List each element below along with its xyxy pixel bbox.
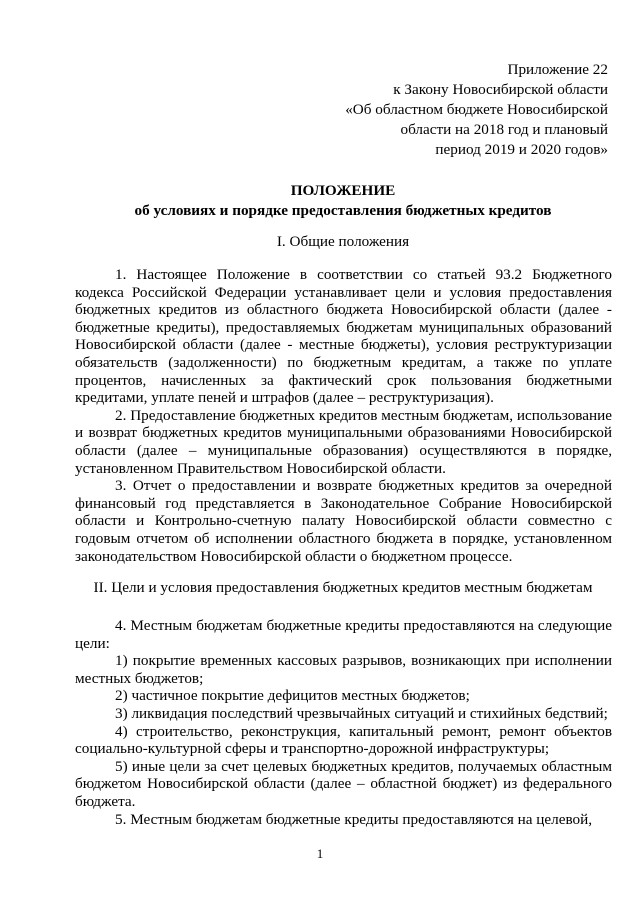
appendix-note xyxy=(345,60,608,160)
appendix-line: к Закону Новосибирской области xyxy=(393,81,608,98)
appendix-line: области на 2018 год и плановый xyxy=(400,121,608,138)
section-1-body xyxy=(75,266,612,565)
list-item: 1) покрытие временных кассовых разрывов, возникающих при исполнении местных бюджетов; xyxy=(75,652,612,687)
section-1-heading: I. Общие положения xyxy=(276,233,410,250)
list-item: 2) частичное покрытие дефицитов местных бюджетов; xyxy=(115,687,470,705)
appendix-line: период 2019 и 2020 годов» xyxy=(435,141,608,158)
paragraph: 5. Местным бюджетам бюджетные кредиты предоставляются на целевой, xyxy=(115,810,593,828)
appendix-line: Приложение 22 xyxy=(507,61,608,78)
paragraph: 4. Местным бюджетам бюджетные кредиты предоставляются на следующие цели: xyxy=(75,617,612,652)
list-item: 4) строительство, реконструкция, капитальный ремонт, ремонт объектов социально-культурной сферы и транспортно-дорожной инфраструктуры; xyxy=(75,722,612,758)
paragraph: 3. Отчет о предоставлении и возврате бюджетных кредитов за очередной финансовый год представляется в Законодательное Собрание Новосибирской области и Контрольно-счетную палату Новосибирской области совместно с годовым отчетом об исполнении областного бюджета в порядке, установленном законодательством Новосибирской области о бюджетном процессе. xyxy=(75,477,612,565)
document-title xyxy=(60,181,626,221)
list-item: 3) ликвидация последствий чрезвычайных ситуаций и стихийных бедствий; xyxy=(115,704,608,722)
page-number: 1 xyxy=(316,846,324,861)
title-subheading: об условиях и порядке предоставления бюджетных кредитов xyxy=(134,202,552,219)
list-item: 5) иные цели за счет целевых бюджетных кредитов, получаемых областным бюджетом Новосибирской области (далее – областной бюджет) из федерального бюджета. xyxy=(75,757,612,810)
paragraph: 2. Предоставление бюджетных кредитов местным бюджетам, использование и возврат бюджетных кредитов муниципальными образованиями Новосибирской области (далее – муниципальные образования) осуществляются в порядке, установленном Правительством Новосибирской области. xyxy=(75,406,612,477)
paragraph: 1. Настоящее Положение в соответствии со статьей 93.2 Бюджетного кодекса Российской Федерации устанавливает цели и условия предоставления бюджетных кредитов из областного бюджета Новосибирской области (далее - бюджетные кредиты), предоставляемых бюджетам муниципальных образований Новосибирской области (далее - местные бюджеты), условия реструктуризации обязательств (задолженности) по бюджетным кредитам, а также по уплате процентов, начисленных за фактический срок пользования бюджетными кредитами, уплате пеней и штрафов (далее – реструктуризация). xyxy=(75,266,612,407)
section-2-body xyxy=(75,617,612,828)
title-heading: ПОЛОЖЕНИЕ xyxy=(290,182,396,199)
section-2-heading: II. Цели и условия предоставления бюджетных кредитов местным бюджетам xyxy=(93,579,593,596)
appendix-line: «Об областном бюджете Новосибирской xyxy=(345,101,608,118)
